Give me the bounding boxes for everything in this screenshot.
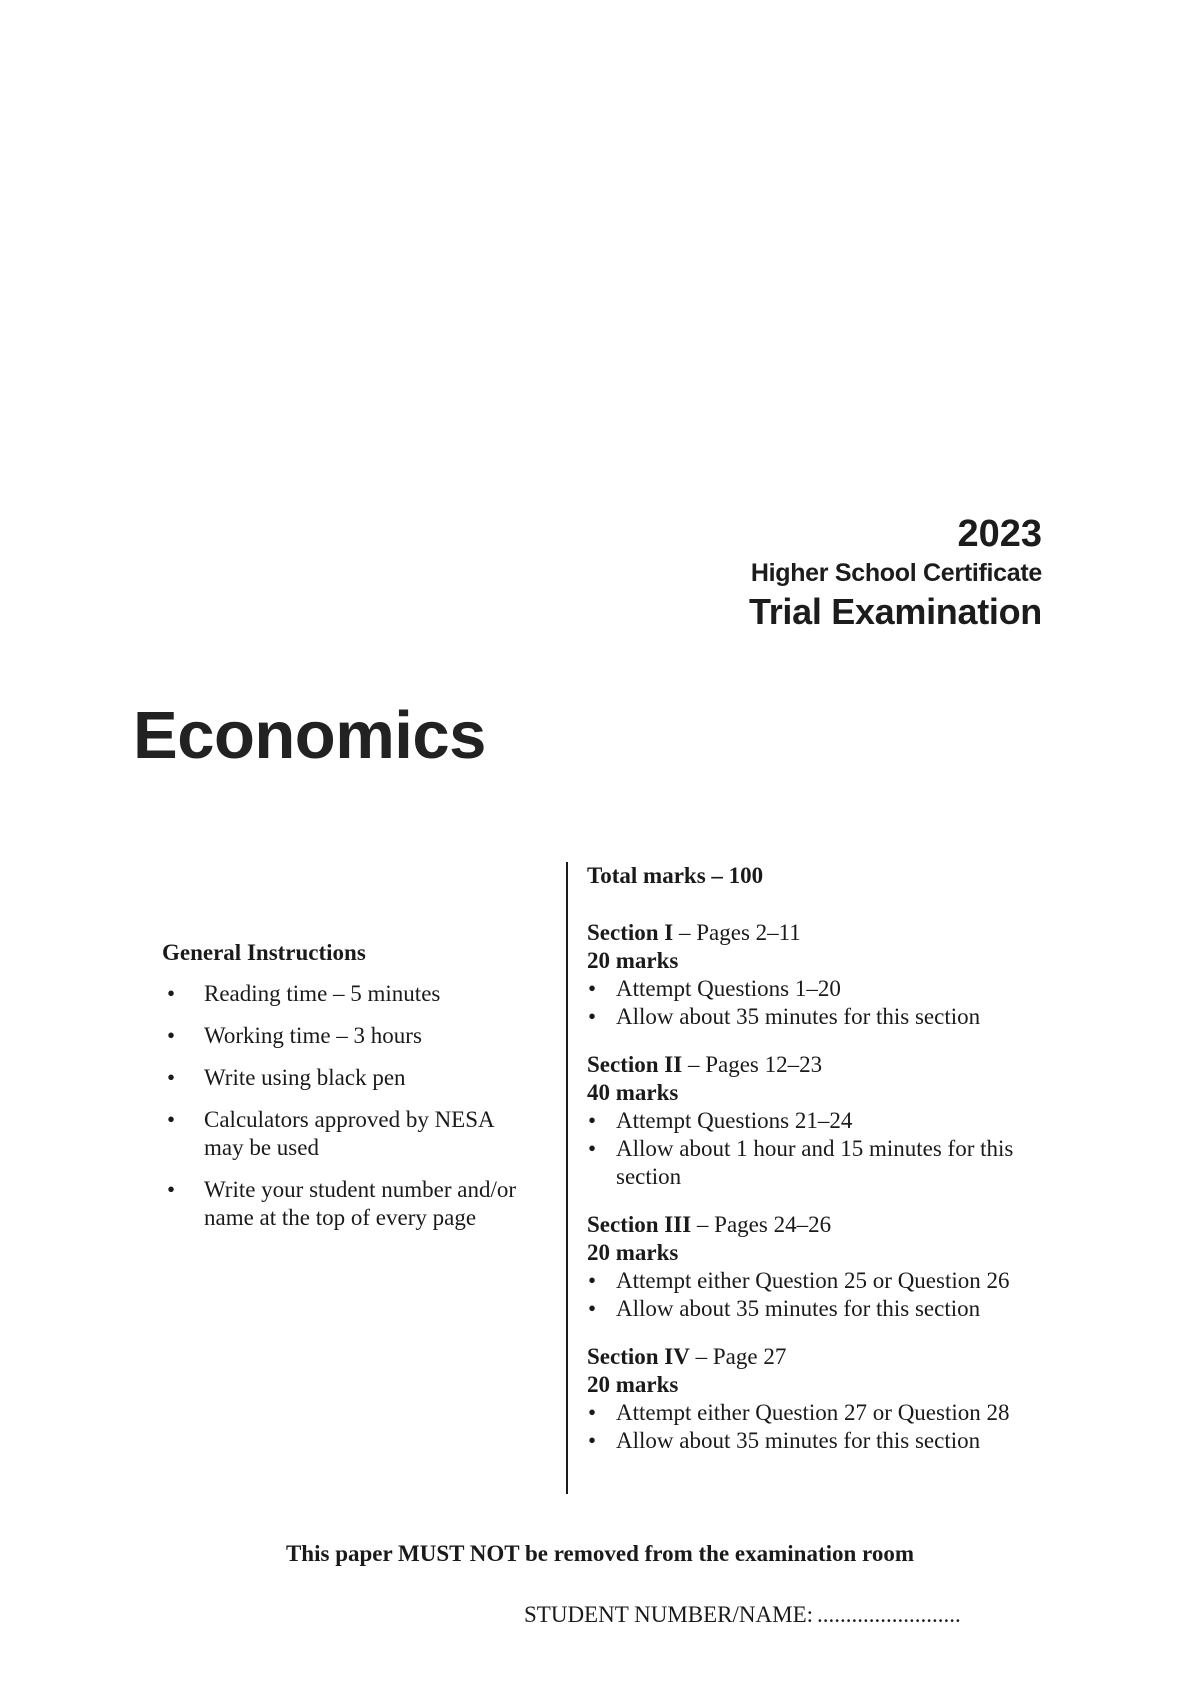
- bullet-icon: •: [588, 1400, 597, 1425]
- exam-year: 2023: [957, 513, 1042, 555]
- section-pages: – Pages 12–23: [682, 1052, 823, 1077]
- instruction-text: Write using black pen: [204, 1065, 406, 1090]
- bullet-icon: •: [588, 1428, 597, 1453]
- instruction-text: Working time – 3 hours: [204, 1023, 422, 1048]
- section-name: Section I: [587, 920, 674, 945]
- instruction-item: [162, 1022, 562, 1050]
- instruction-item: [162, 980, 562, 1008]
- section-marks: 40 marks: [587, 1080, 679, 1105]
- section-instruction-text: Attempt Questions 21–24: [616, 1108, 853, 1133]
- section-title: [587, 1051, 1057, 1079]
- section-pages: – Page 27: [689, 1344, 787, 1369]
- general-instructions-list: [162, 980, 562, 1232]
- section-block: [587, 1343, 1057, 1455]
- section-instruction-item: [587, 1107, 1057, 1135]
- student-number-blank: .........................: [817, 1602, 961, 1627]
- student-number-label: STUDENT NUMBER/NAME:: [524, 1602, 814, 1627]
- section-pages: – Pages 2–11: [673, 920, 801, 945]
- section-marks: 20 marks: [587, 1372, 679, 1397]
- section-instruction-item: [587, 1267, 1057, 1295]
- student-number-field: [524, 1600, 961, 1630]
- instruction-item: [162, 1106, 504, 1162]
- bullet-icon: •: [167, 1107, 176, 1132]
- bullet-icon: •: [588, 1268, 597, 1293]
- section-instruction-item: [587, 975, 1057, 1003]
- section-pages: – Pages 24–26: [691, 1212, 832, 1237]
- general-instructions-heading: General Instructions: [162, 940, 366, 965]
- general-instructions: [162, 938, 562, 1246]
- section-title: [587, 1211, 1057, 1239]
- section-block: [587, 1051, 1057, 1191]
- column-divider: [566, 862, 568, 1494]
- section-instruction-text: Attempt Questions 1–20: [616, 976, 841, 1001]
- section-instruction-text: Attempt either Question 25 or Question 26: [616, 1268, 1010, 1293]
- section-block: [587, 919, 1057, 1031]
- marks-summary: [587, 862, 1057, 1475]
- instruction-item: [162, 1064, 562, 1092]
- section-instructions: [587, 975, 1057, 1031]
- bullet-icon: •: [167, 1023, 176, 1048]
- bullet-icon: •: [588, 1004, 597, 1029]
- section-instruction-text: Allow about 1 hour and 15 minutes for this section: [616, 1136, 1014, 1189]
- instruction-text: Reading time – 5 minutes: [204, 981, 441, 1006]
- section-instructions: [587, 1267, 1057, 1323]
- bullet-icon: •: [167, 1065, 176, 1090]
- section-instruction-item: [587, 1003, 1057, 1031]
- exam-header: [749, 512, 1042, 634]
- bullet-icon: •: [588, 1296, 597, 1321]
- certificate-title: Higher School Certificate: [750, 559, 1042, 587]
- total-marks: Total marks – 100: [587, 863, 764, 888]
- instruction-item: [162, 1176, 544, 1232]
- section-instructions: [587, 1107, 1057, 1191]
- section-marks: 20 marks: [587, 948, 679, 973]
- instruction-text: Write your student number and/or name at the top of every page: [204, 1177, 517, 1230]
- section-instruction-item: [587, 1427, 1057, 1455]
- section-title: [587, 919, 1057, 947]
- section-marks: 20 marks: [587, 1240, 679, 1265]
- bullet-icon: •: [167, 1177, 176, 1202]
- section-instruction-text: Allow about 35 minutes for this section: [616, 1428, 981, 1453]
- bullet-icon: •: [588, 1108, 597, 1133]
- subject-title: Economics: [133, 698, 486, 773]
- removal-notice: This paper MUST NOT be removed from the examination room: [285, 1541, 915, 1566]
- section-name: Section III: [587, 1212, 692, 1237]
- bullet-icon: •: [588, 1136, 597, 1161]
- section-instruction-item: [587, 1295, 1057, 1323]
- section-name: Section II: [587, 1052, 683, 1077]
- section-instruction-text: Allow about 35 minutes for this section: [616, 1004, 981, 1029]
- section-instruction-item: [587, 1135, 1057, 1191]
- section-instruction-text: Attempt either Question 27 or Question 28: [616, 1400, 1010, 1425]
- section-title: [587, 1343, 1057, 1371]
- bullet-icon: •: [167, 981, 176, 1006]
- section-instruction-item: [587, 1399, 1057, 1427]
- exam-type: Trial Examination: [749, 591, 1042, 632]
- section-block: [587, 1211, 1057, 1323]
- section-name: Section IV: [587, 1344, 690, 1369]
- bullet-icon: •: [588, 976, 597, 1001]
- section-instruction-text: Allow about 35 minutes for this section: [616, 1296, 981, 1321]
- section-instructions: [587, 1399, 1057, 1455]
- instruction-text: Calculators approved by NESA may be used: [204, 1107, 494, 1160]
